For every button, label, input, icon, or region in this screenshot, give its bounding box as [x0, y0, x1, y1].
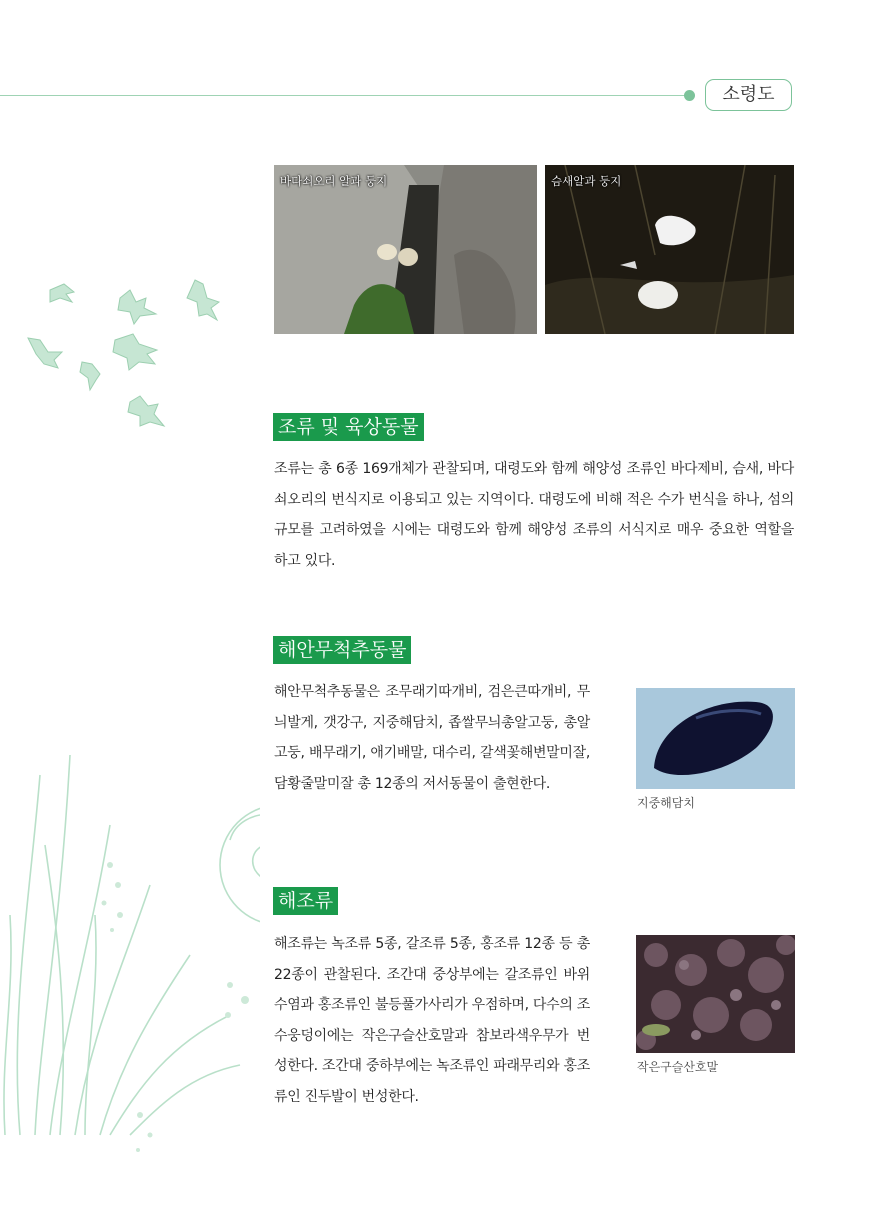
flying-birds-illustration — [20, 270, 250, 440]
seaweed-shell-illustration — [0, 715, 260, 1165]
night-nest-image — [545, 165, 794, 334]
photo-ancient-murrelet-nest — [274, 165, 537, 334]
section-body-birds: 조류는 총 6종 169개체가 관찰되며, 대령도와 함께 해양성 조류인 바다제비, 슴새, 바다쇠오리의 번식지로 이용되고 있는 지역이다. 대령도에 비해 적은 수가 번식을 하나, 섬의 규모를 고려하였을 시에는 대령도와 함께 해양성 조류의 서식지로 매우 중요한 역할을 하고 있다. — [274, 461, 794, 569]
coralline-algae-image — [636, 935, 795, 1053]
photo-caption: 지중해담치 — [637, 796, 695, 810]
region-tag: 소령도 — [705, 79, 792, 111]
photo-mussel — [636, 688, 795, 789]
section-body-invertebrates: 해안무척추동물은 조무래기따개비, 검은큰따개비, 무늬발게, 갯강구, 지중해담치, 좁쌀무늬총알고둥, 총알고둥, 배무래기, 애기배말, 대수리, 갈색꽃해변말미잘, 담황줄말미잘 총 12종의 저서동물이 출현한다. — [274, 684, 590, 792]
header-rule — [0, 95, 688, 96]
section-body-seaweed: 해조류는 녹조류 5종, 갈조류 5종, 홍조류 12종 등 총 22종이 관찰된다. 조간대 중상부에는 갈조류인 바위수염과 홍조류인 불등풀가사리가 우점하며, 다수의 조수웅덩이에는 작은구슬산호말과 참보라색우무가 번성한다. 조간대 중하부에는 녹조류인 파래무리와 홍조류인 진두발이 번성한다. — [274, 936, 590, 1105]
section-heading-invertebrates: 해안무척추동물 — [273, 636, 411, 664]
section-heading-seaweed: 해조류 — [273, 887, 338, 915]
photo-petrel-nest — [545, 165, 794, 334]
photo-caption: 작은구슬산호말 — [637, 1060, 719, 1074]
photo-coralline-algae — [636, 935, 795, 1053]
section-heading-birds: 조류 및 육상동물 — [273, 413, 424, 441]
mussel-image — [636, 688, 795, 789]
rock-crevice-image — [274, 165, 537, 334]
photo-caption: 바다쇠오리 알과 둥지 — [280, 174, 388, 188]
header-dot — [684, 90, 695, 101]
photo-caption: 슴새알과 둥지 — [551, 174, 622, 188]
